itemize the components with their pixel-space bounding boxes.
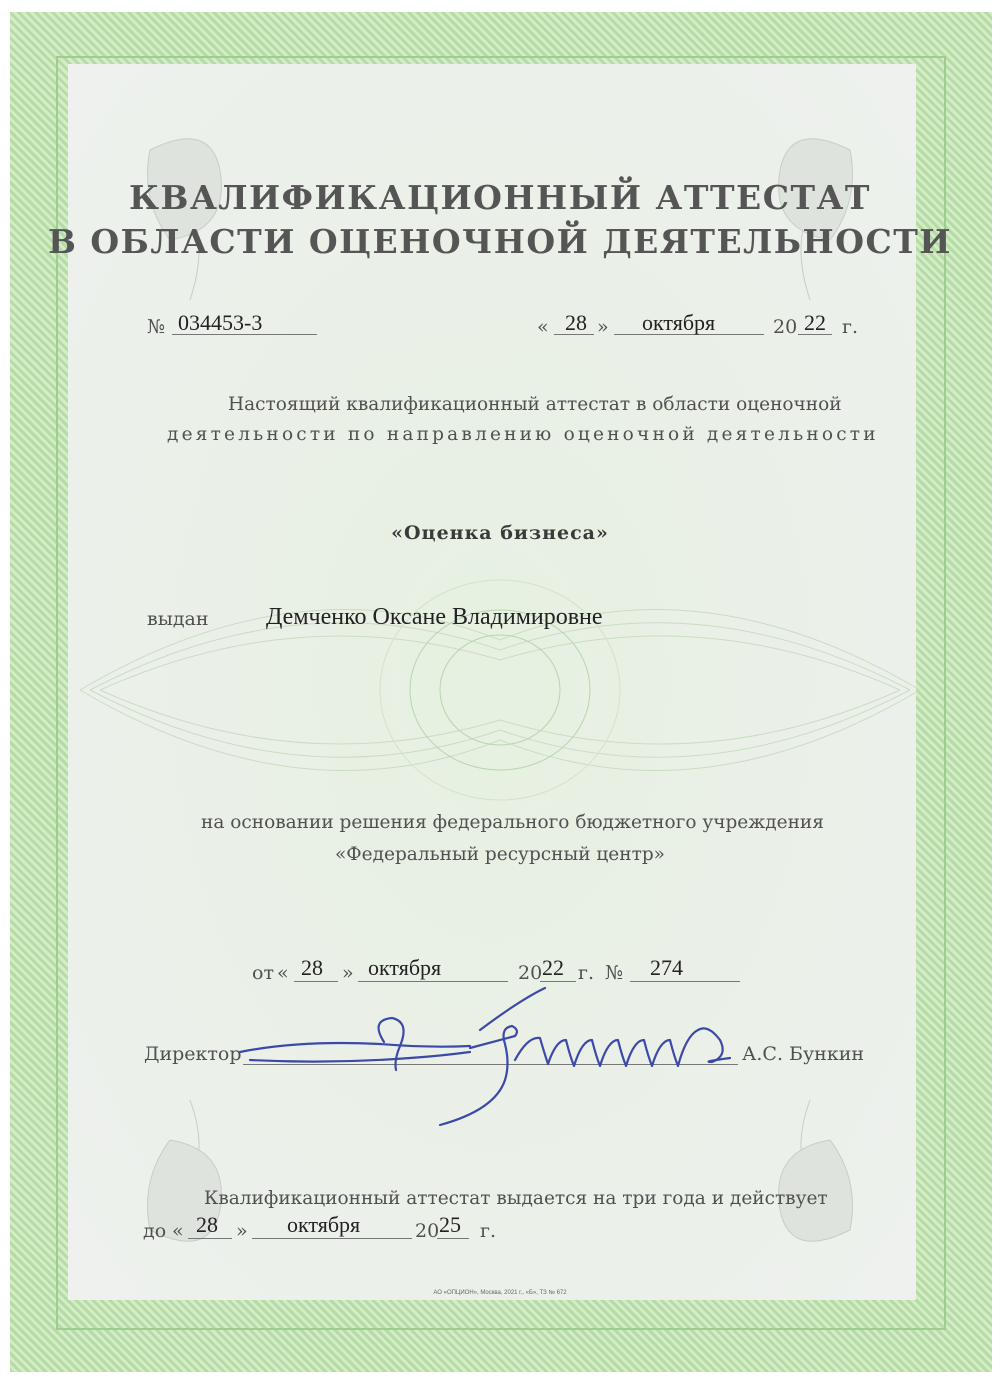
date-year-prefix: 20 <box>773 316 798 338</box>
decision-month: октября <box>368 955 442 980</box>
decision-number: 274 <box>650 955 683 980</box>
decision-year-prefix: 20 <box>518 962 543 984</box>
validity-close-quote: » <box>236 1220 248 1242</box>
date-day: 28 <box>565 310 587 335</box>
number-label: № <box>147 316 165 338</box>
validity-text: Квалификационный аттестат выдается на три года и действует <box>204 1188 828 1209</box>
decision-year-suffix: 22 <box>542 955 564 980</box>
decision-number-label: № <box>605 962 623 984</box>
decision-close-quote: » <box>342 962 354 984</box>
issued-label: выдан <box>147 608 209 630</box>
decision-year-unit: г. <box>578 962 594 984</box>
validity-day-underline <box>188 1238 232 1239</box>
decision-open-quote: « <box>277 962 289 984</box>
validity-open-quote: « <box>172 1220 184 1242</box>
date-year-unit: г. <box>842 316 858 338</box>
director-name: А.С. Бункин <box>742 1043 865 1065</box>
basis-line-1: на основании решения федерального бюджетного учреждения <box>201 812 824 833</box>
title-line-1: КВАЛИФИКАЦИОННЫЙ АТТЕСТАТ <box>129 178 871 217</box>
validity-year-suffix: 25 <box>439 1212 461 1237</box>
validity-year-unit: г. <box>480 1220 496 1242</box>
holder-name: Демченко Оксане Владимировне <box>266 604 603 630</box>
validity-year-underline <box>437 1238 469 1239</box>
certificate-number: 034453-3 <box>178 310 263 335</box>
intro-line-1: Настоящий квалификационный аттестат в области оценочной <box>228 394 842 415</box>
director-label: Директор <box>144 1043 242 1065</box>
validity-year-prefix: 20 <box>415 1220 440 1242</box>
intro-line-2: деятельности по направлению оценочной деятельности <box>167 424 879 445</box>
date-month: октября <box>642 310 716 335</box>
validity-until-label: до <box>143 1220 167 1242</box>
date-close-quote: » <box>597 316 609 338</box>
title-line-2: В ОБЛАСТИ ОЦЕНОЧНОЙ ДЕЯТЕЛЬНОСТИ <box>48 222 952 261</box>
direction-title: «Оценка бизнеса» <box>391 522 609 544</box>
validity-month-underline <box>252 1238 412 1239</box>
basis-line-2: «Федеральный ресурсный центр» <box>334 844 665 865</box>
validity-month: октября <box>287 1212 361 1237</box>
decision-day: 28 <box>301 955 323 980</box>
printer-imprint: АО «ОПЦИОН», Москва, 2021 г., «Б», ТЗ № 672 <box>433 1290 567 1296</box>
validity-day: 28 <box>196 1212 218 1237</box>
decision-from-label: от <box>252 962 274 984</box>
date-open-quote: « <box>537 316 549 338</box>
date-year-suffix: 22 <box>804 310 826 335</box>
